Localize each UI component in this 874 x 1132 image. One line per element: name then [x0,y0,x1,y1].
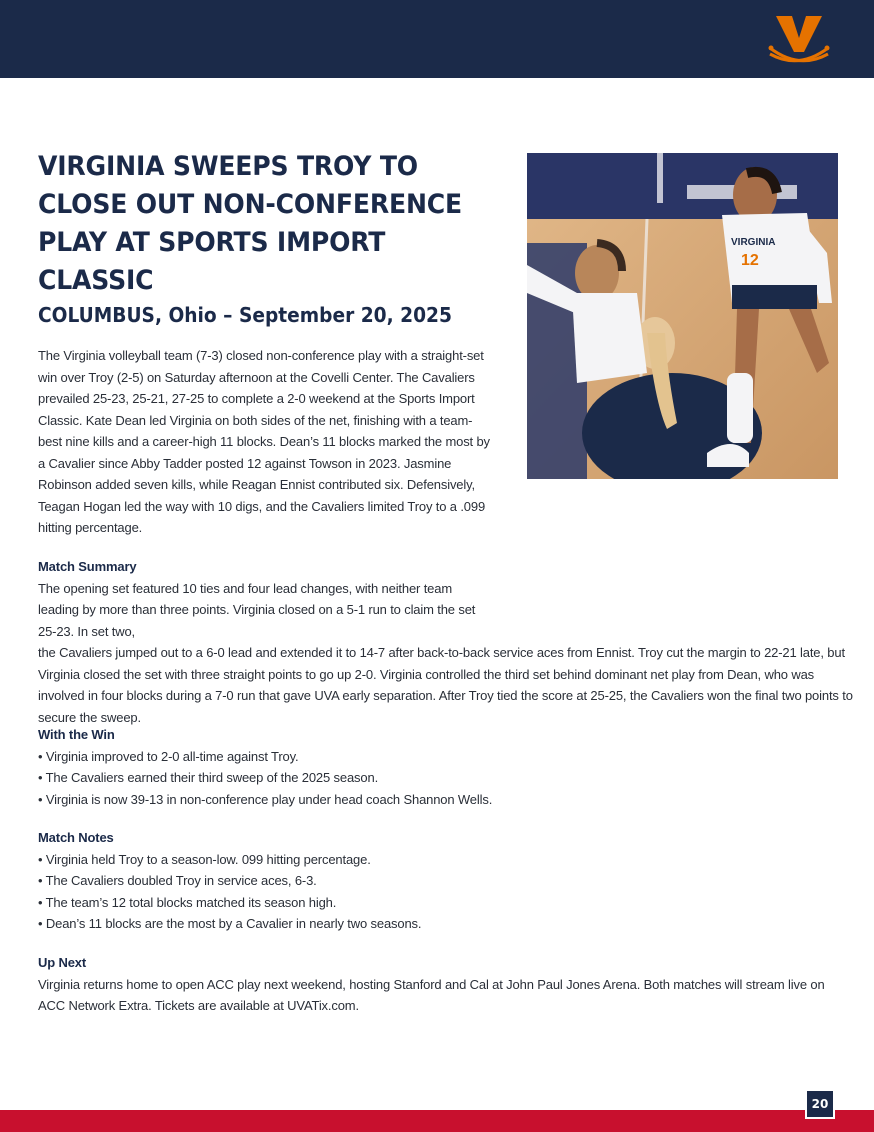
match-summary-text-part2: the Cavaliers jumped out to a 6-0 lead and extended it to 14-7 after back-to-back service aces from Ennist. Troy cut the margin to 22-21 late, but Virginia closed the set with three straight points to go up 2-0. Virginia controlled the third set behind dominant net play from Dean, who was involved in four blocks during a 7-0 run that gave UVA early separation. After Troy tied the score at 25-25, the Cavaliers won the final two points to secure the sweep. [38,645,853,725]
match-notes-section [38,827,853,935]
list-item: • The Cavaliers doubled Troy in service aces, 6-3. [38,870,853,892]
list-item: • The Cavaliers earned their third sweep of the 2025 season. [38,767,853,789]
header-bar [0,0,874,78]
list-item: • Virginia is now 39-13 in non-conference play under head coach Shannon Wells. [38,789,853,811]
article-lead-paragraph [38,345,493,539]
match-summary-text-part1: The opening set featured 10 ties and four lead changes, with neither team leading by more than three points. Virginia closed on a 5-1 run to claim the set 25-23. In set two, [38,580,476,639]
match-notes-heading: Match Notes [38,830,114,845]
volleyball-celebration-photo [527,153,838,479]
with-the-win-list [38,746,853,811]
jersey-number: 12 [741,252,759,269]
virginia-v-sabres-logo-icon [766,12,832,68]
article-headline: VIRGINIA SWEEPS TROY TO CLOSE OUT NON-CONFERENCE PLAY AT SPORTS IMPORT CLASSIC [38,151,462,296]
with-the-win-heading: With the Win [38,727,115,742]
match-summary-section [38,556,853,728]
up-next-section [38,952,853,1017]
match-summary-heading: Match Summary [38,559,137,574]
up-next-text: Virginia returns home to open ACC play next weekend, hosting Stanford and Cal at John Paul Jones Arena. Both matches will stream live on ACC Network Extra. Tickets are available at UVATix.com. [38,976,825,1013]
match-notes-list [38,849,853,935]
with-the-win-section [38,724,853,810]
jersey-text: VIRGINIA [731,237,776,248]
up-next-heading: Up Next [38,955,87,970]
list-item: • Virginia improved to 2-0 all-time against Troy. [38,746,853,768]
list-item: • The team’s 12 total blocks matched its season high. [38,892,853,914]
list-item: • Virginia held Troy to a season-low. 099 hitting percentage. [38,849,853,871]
lead-text: The Virginia volleyball team (7-3) closed non-conference play with a straight-set win over Troy (2-5) on Saturday afternoon at the Covelli Center. The Cavaliers prevailed 25-23, 25-21, 27-25 to complete a 2-0 weekend at the Sports Import Classic. Kate Dean led Virginia on both sides of the net, finishing with a team-best nine kills and a career-high 11 blocks. Dean’s 11 blocks marked the most by a Cavalier since Abby Tadder posted 12 against Towson in 2023. Jasmine Robinson added seven kills, while Reagan Ennist contributed six. Defensively, Teagan Hogan led the way with 10 digs, and the Cavaliers limited Troy to a .099 hitting percentage. [38,348,490,535]
footer-bar [0,1110,874,1132]
page-number-badge: 20 [805,1089,835,1119]
article-dateline: COLUMBUS, Ohio – September 20, 2025 [38,303,452,327]
list-item: • Dean’s 11 blocks are the most by a Cavalier in nearly two seasons. [38,913,853,935]
